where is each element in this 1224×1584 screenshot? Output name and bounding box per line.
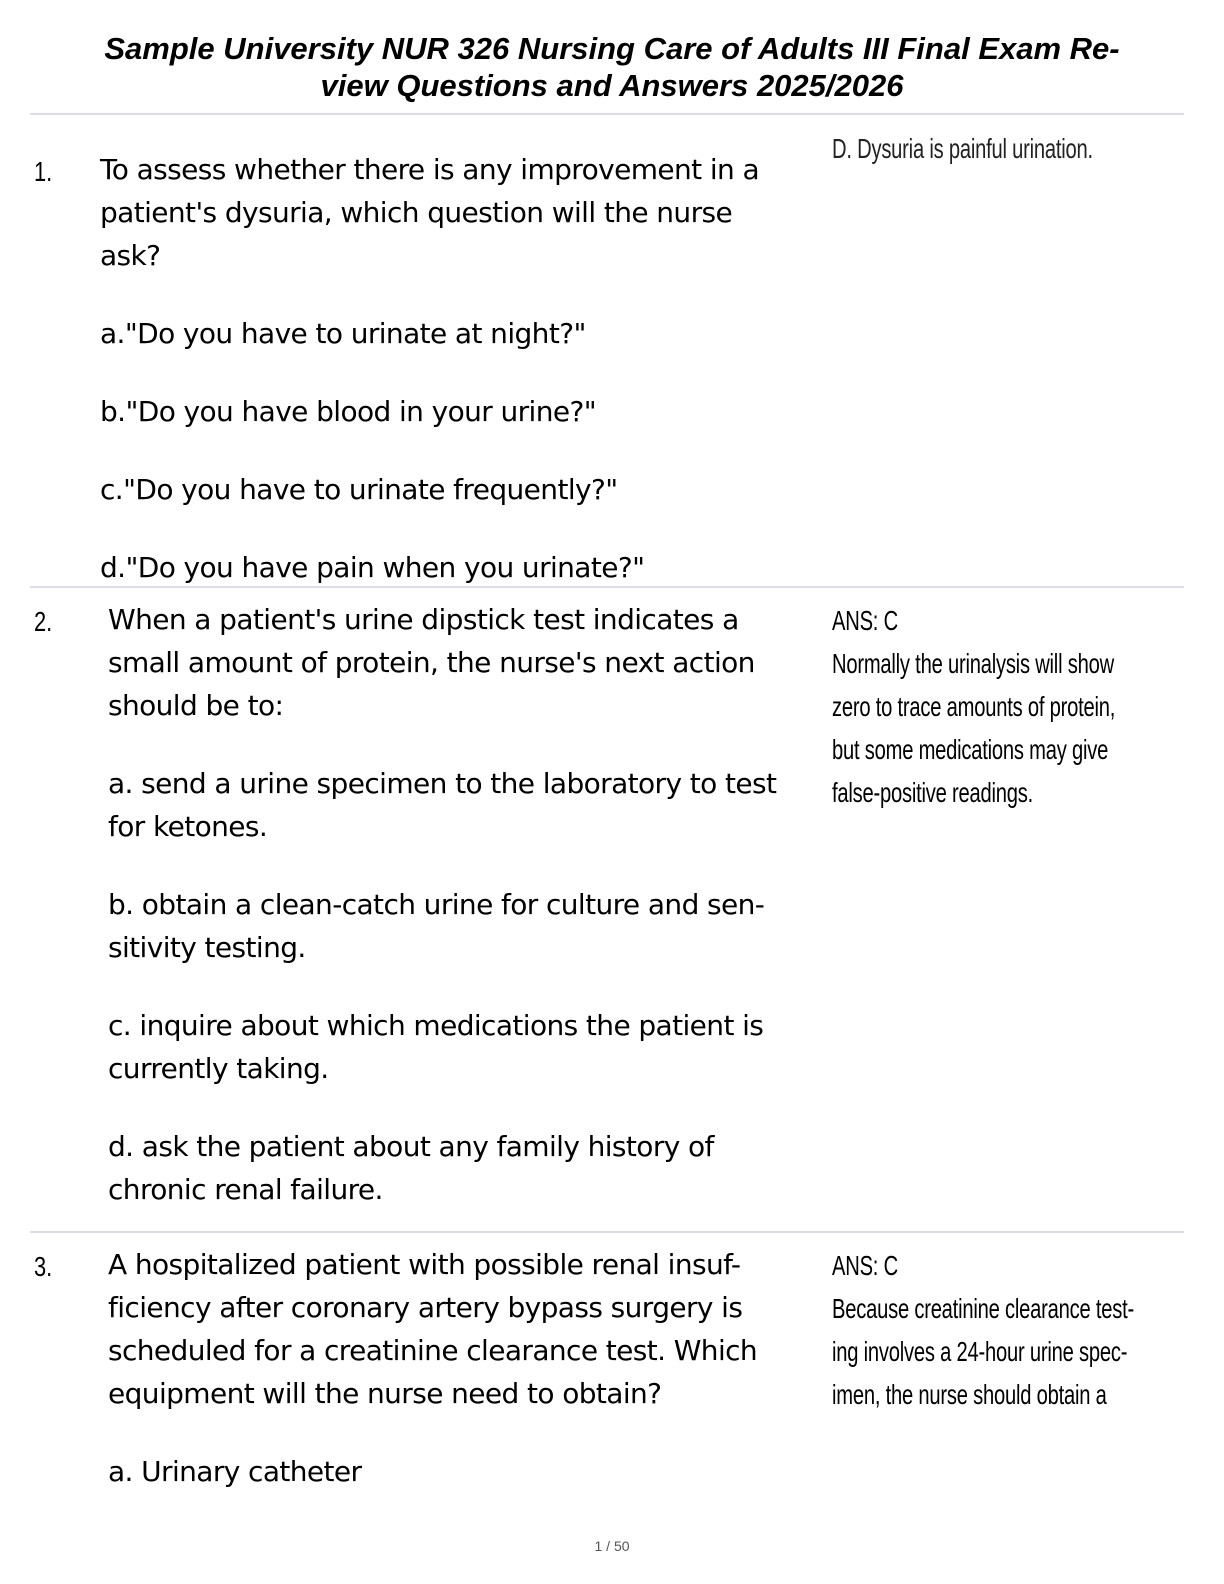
divider bbox=[30, 586, 1184, 588]
answer-rationale-line: D. Dysuria is painful urination. bbox=[832, 133, 1093, 164]
answer-rationale-line: zero to trace amounts of protein, bbox=[832, 691, 1116, 722]
answer-option-c-cont: currently taking. bbox=[108, 1052, 329, 1085]
question-number: 2. bbox=[34, 606, 53, 637]
question-stem-line: small amount of protein, the nurse's next action bbox=[108, 646, 755, 679]
question-stem-line: A hospitalized patient with possible renal insuf- bbox=[108, 1248, 741, 1281]
answer-option-d: d. ask the patient about any family history of bbox=[108, 1130, 714, 1163]
answer-option-c: c."Do you have to urinate frequently?" bbox=[100, 473, 618, 506]
answer-rationale-line: ing involves a 24-hour urine spec- bbox=[832, 1336, 1128, 1367]
document-title bbox=[30, 30, 1194, 104]
answer-option-d-cont: chronic renal failure. bbox=[108, 1173, 383, 1206]
question-stem-line: To assess whether there is any improvement in a bbox=[100, 153, 760, 186]
answer-rationale-line: false-positive readings. bbox=[832, 777, 1034, 808]
question-stem-line: scheduled for a creatinine clearance test. Which bbox=[108, 1334, 758, 1367]
question-stem-line: ficiency after coronary artery bypass surgery is bbox=[108, 1291, 743, 1324]
answer-option-d: d."Do you have pain when you urinate?" bbox=[100, 551, 645, 584]
answer-option-b: b."Do you have blood in your urine?" bbox=[100, 395, 597, 428]
answer-option-b: b. obtain a clean-catch urine for culture and sen- bbox=[108, 888, 765, 921]
answer-rationale-line: Normally the urinalysis will show bbox=[832, 648, 1114, 679]
answer-rationale-line: but some medications may give bbox=[832, 734, 1109, 765]
answer-key: ANS: C bbox=[832, 605, 898, 636]
answer-option-a-cont: for ketones. bbox=[108, 810, 268, 843]
page-number: 1 / 50 bbox=[594, 1538, 630, 1554]
answer-option-c: c. inquire about which medications the patient is bbox=[108, 1009, 764, 1042]
question-stem-line: ask? bbox=[100, 239, 161, 272]
answer-option-a: a. Urinary catheter bbox=[108, 1455, 362, 1488]
divider bbox=[30, 1231, 1184, 1233]
answer-option-b-cont: sitivity testing. bbox=[108, 931, 306, 964]
answer-rationale-line: imen, the nurse should obtain a bbox=[832, 1379, 1107, 1410]
question-stem-line: patient's dysuria, which question will the nurse bbox=[100, 196, 733, 229]
question-stem-line: should be to: bbox=[108, 689, 284, 722]
divider bbox=[30, 113, 1184, 115]
answer-option-a: a. send a urine specimen to the laboratory to test bbox=[108, 767, 777, 800]
title-line-2: view Questions and Answers 2025/2026 bbox=[320, 68, 904, 103]
question-stem-line: equipment will the nurse need to obtain? bbox=[108, 1377, 662, 1410]
answer-key: ANS: C bbox=[832, 1250, 898, 1281]
title-line-1: Sample University NUR 326 Nursing Care of Adults III Final Exam Re- bbox=[104, 31, 1120, 66]
answer-rationale-line: Because creatinine clearance test- bbox=[832, 1293, 1134, 1324]
question-stem-line: When a patient's urine dipstick test indicates a bbox=[108, 603, 739, 636]
question-number: 1. bbox=[34, 156, 53, 187]
answer-option-a: a."Do you have to urinate at night?" bbox=[100, 317, 586, 350]
question-number: 3. bbox=[34, 1251, 53, 1282]
